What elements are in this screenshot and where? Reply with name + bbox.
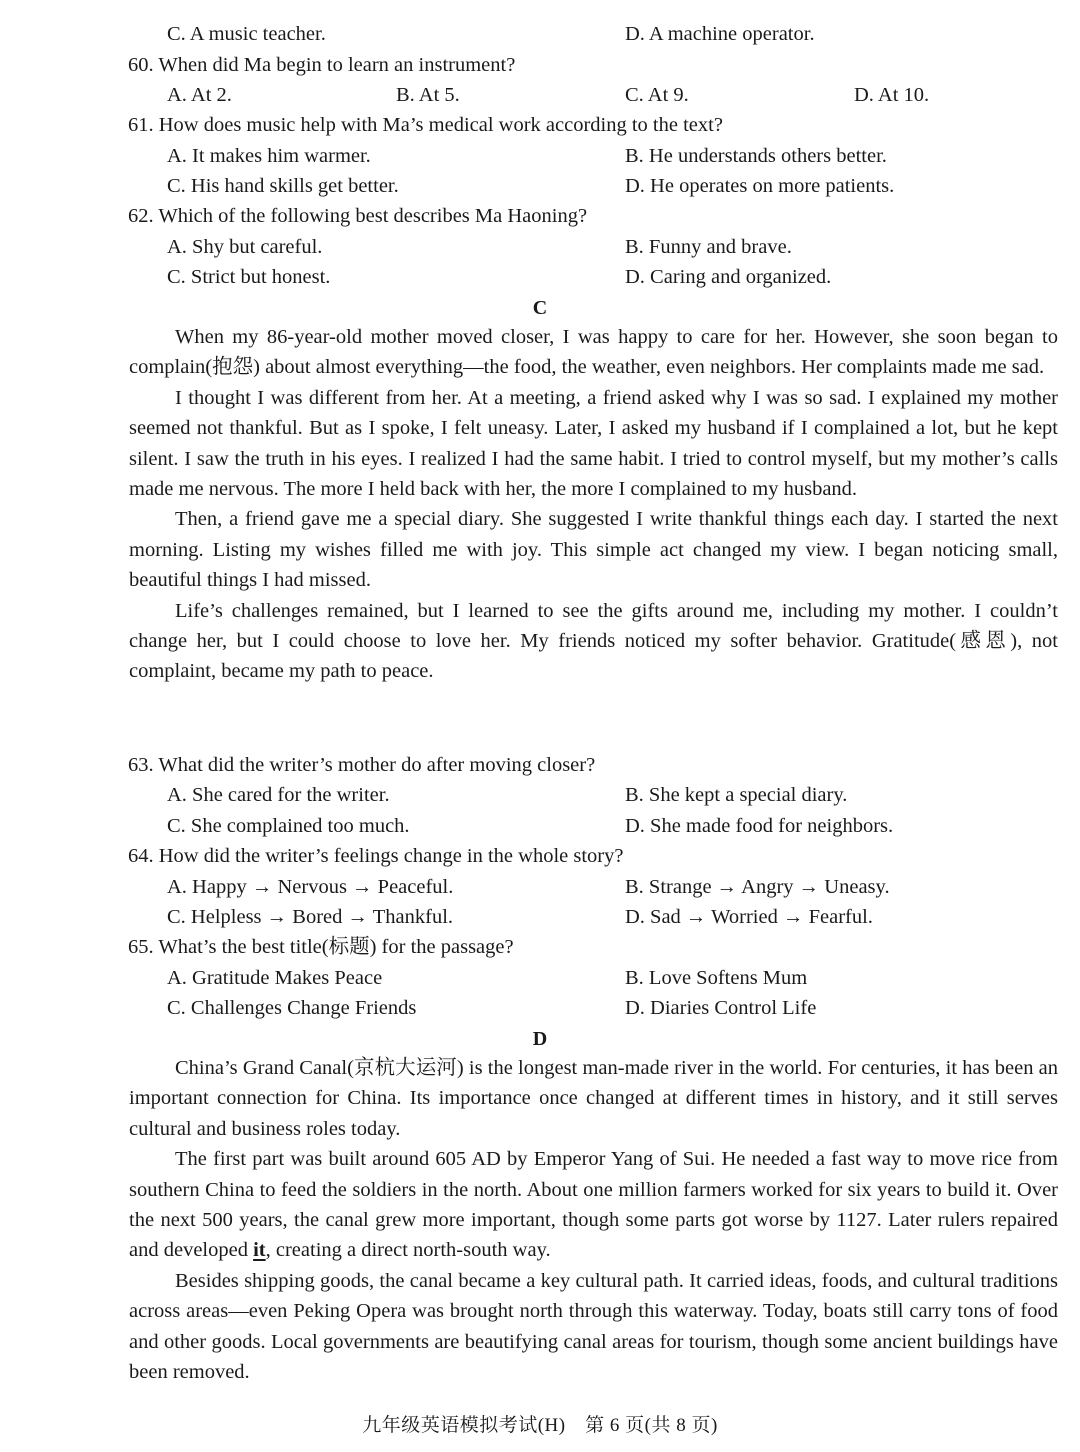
q64-option-d: D. Sad → Worried → Fearful. — [625, 906, 873, 928]
q65-question: 65. What’s the best title(标题) for the passage? — [128, 936, 514, 958]
d-paragraph-2-end: , creating a direct north-south way. — [265, 1239, 551, 1262]
q61-option-d: D. He operates on more patients. — [625, 175, 895, 197]
q65-option-b: B. Love Softens Mum — [625, 967, 808, 989]
q62-option-b: B. Funny and brave. — [625, 236, 792, 258]
q64-question: 64. How did the writer’s feelings change in the whole story? — [128, 845, 624, 867]
q61-question: 61. How does music help with Ma’s medical work according to the text? — [128, 114, 723, 136]
q62-option-d: D. Caring and organized. — [625, 266, 832, 288]
q59-option-d: D. A machine operator. — [625, 23, 815, 45]
c-paragraph-1: When my 86-year-old mother moved closer, I was happy to care for her. However, she soon began to complain(抱怨) about almost everything—the food, the weather, even neighbors. Her complaints made me sad. — [129, 326, 1058, 379]
section-c-passage — [129, 322, 1058, 687]
c-paragraph-3: Then, a friend gave me a special diary. She suggested I write thankful things each day. I started the next morning. Listing my wishes filled me with joy. This simple act changed my view. I began noticing small, beautiful things I had missed. — [129, 508, 1058, 592]
q60-option-a: A. At 2. — [167, 84, 232, 106]
q60-option-c: C. At 9. — [625, 84, 689, 106]
underlined-reference-it: it — [253, 1239, 266, 1262]
c-paragraph-4: Life’s challenges remained, but I learned to see the gifts around me, including my mother. I couldn’t change her, but I could choose to love her. My friends noticed my softer behavior. Gratitude(感恩), not complaint, became my path to peace. — [129, 599, 1058, 683]
q62-option-c: C. Strict but honest. — [167, 266, 331, 288]
q65-option-d: D. Diaries Control Life — [625, 997, 817, 1019]
q65-option-a: A. Gratitude Makes Peace — [167, 967, 383, 989]
q61-option-b: B. He understands others better. — [625, 145, 887, 167]
q62-question: 62. Which of the following best describes Ma Haoning? — [128, 205, 588, 227]
q59-option-c: C. A music teacher. — [167, 23, 326, 45]
q60-option-b: B. At 5. — [396, 84, 460, 106]
d-paragraph-1: China’s Grand Canal(京杭大运河) is the longest man-made river in the world. For centuries, it has been an important connection for China. Its importance once changed at different times in history, and it still serves cultural and business roles today. — [129, 1057, 1058, 1140]
page-footer: 九年级英语模拟考试(H) 第 6 页(共 8 页) — [362, 1415, 718, 1436]
q64-option-c: C. Helpless → Bored → Thankful. — [167, 906, 454, 928]
section-d-heading: D — [532, 1028, 548, 1050]
q60-option-d: D. At 10. — [854, 84, 930, 106]
q63-option-a: A. She cared for the writer. — [167, 784, 390, 806]
q61-option-a: A. It makes him warmer. — [167, 145, 371, 167]
c-paragraph-2: I thought I was different from her. At a meeting, a friend asked why I was so sad. I explained my mother seemed not thankful. But as I spoke, I felt uneasy. Later, I asked my husband if I complained a lot, but he kept silent. I saw the truth in his eyes. I realized I had the same habit. I tried to control myself, but my mother’s calls made me nervous. The more I held back with her, the more I complained to my husband. — [129, 386, 1058, 501]
q63-option-c: C. She complained too much. — [167, 815, 410, 837]
q60-question: 60. When did Ma begin to learn an instrument? — [128, 54, 516, 76]
q61-option-c: C. His hand skills get better. — [167, 175, 399, 197]
q65-option-c: C. Challenges Change Friends — [167, 997, 417, 1019]
q63-option-d: D. She made food for neighbors. — [625, 815, 894, 837]
q64-option-a: A. Happy → Nervous → Peaceful. — [167, 876, 454, 898]
d-paragraph-3: Besides shipping goods, the canal became a key cultural path. It carried ideas, foods, and cultural traditions across areas—even Peking Opera was brought north through this waterway. Today, boats still carry tons of food and other goods. Local governments are beautifying canal areas for tourism, though some ancient buildings have been removed. — [129, 1269, 1058, 1384]
d-paragraph-2 — [129, 1144, 1058, 1266]
q63-question: 63. What did the writer’s mother do after moving closer? — [128, 754, 596, 776]
q64-option-b: B. Strange → Angry → Uneasy. — [625, 876, 890, 898]
q62-option-a: A. Shy but careful. — [167, 236, 323, 258]
section-d-passage — [129, 1053, 1058, 1387]
section-c-heading: C — [532, 297, 548, 319]
d-paragraph-2-start: The first part was built around 605 AD by Emperor Yang of Sui. He needed a fast way to move rice from southern China to feed the soldiers in the north. About one million farmers worked for six years to build it. Over the next 500 years, the canal grew more important, though some parts got worse by 1127. Later rulers repaired and developed — [129, 1148, 1058, 1262]
q63-option-b: B. She kept a special diary. — [625, 784, 848, 806]
